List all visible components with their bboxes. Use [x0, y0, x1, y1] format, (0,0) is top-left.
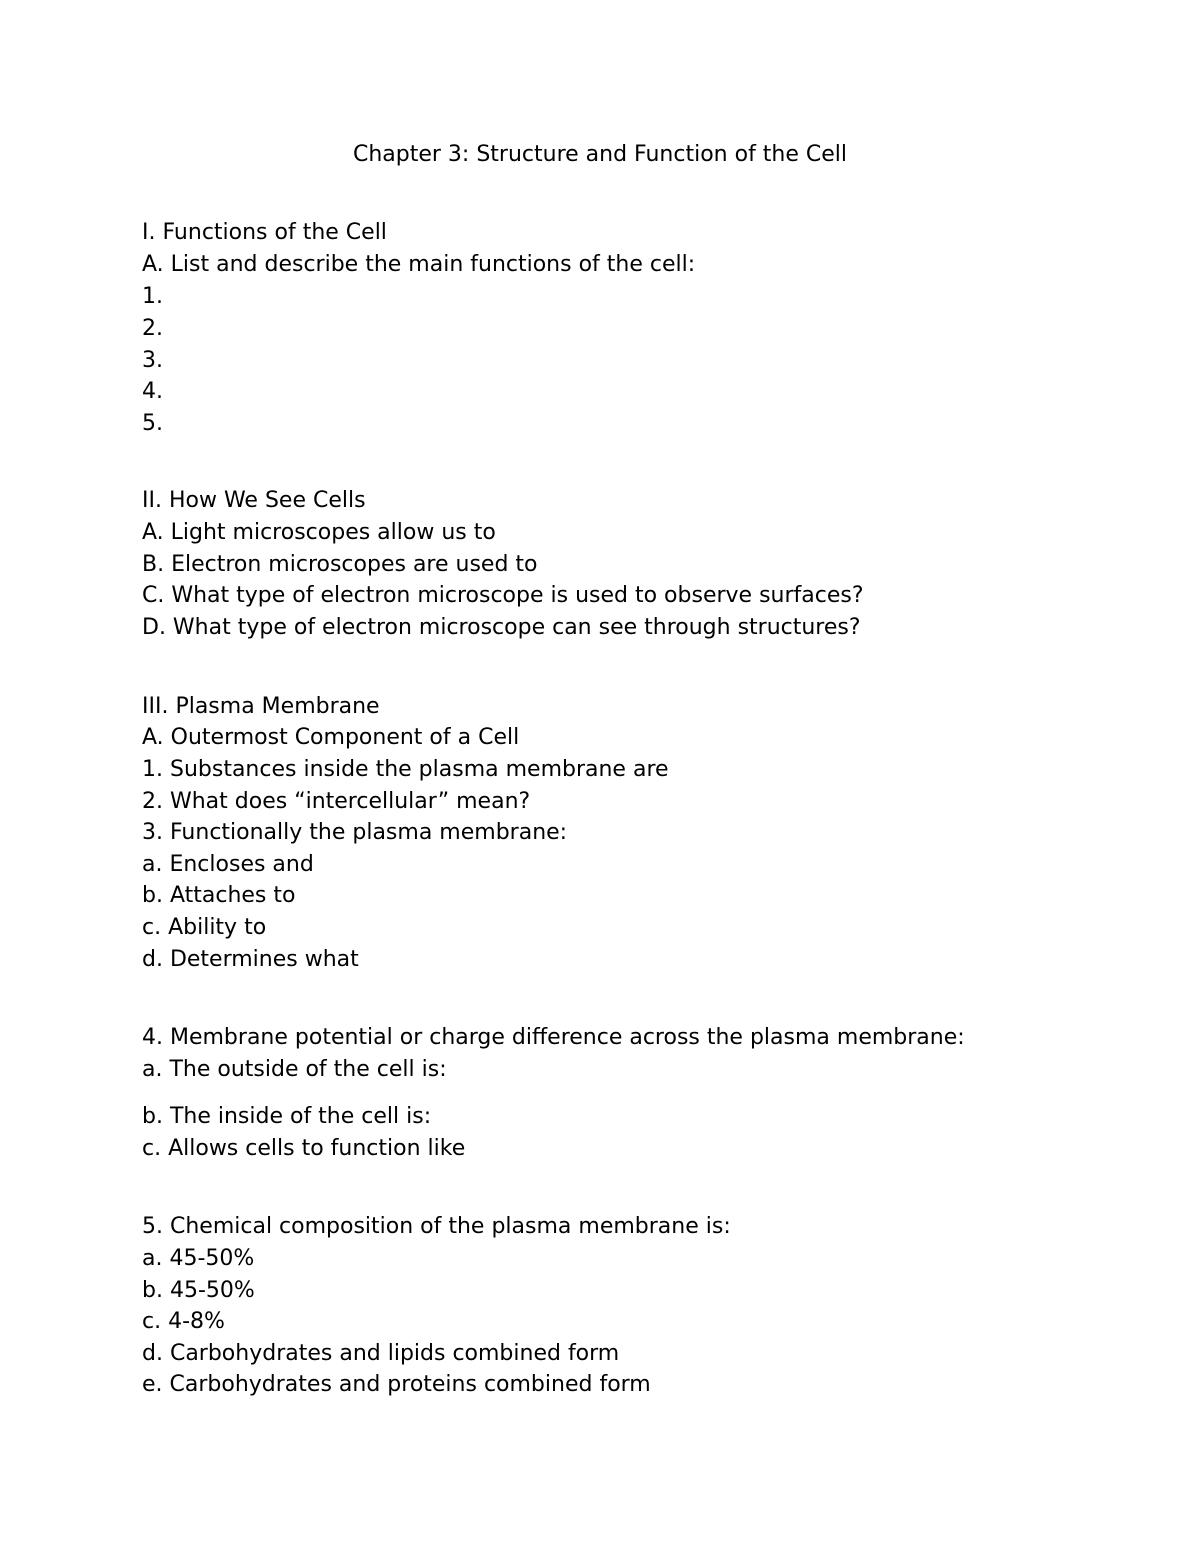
list-item: b. Attaches to: [142, 883, 296, 908]
section-heading-plasma-membrane: III. Plasma Membrane: [142, 694, 380, 719]
list-item: C. What type of electron microscope is used to observe surfaces?: [142, 583, 864, 608]
list-item: 5.: [142, 411, 163, 436]
list-item: A. Outermost Component of a Cell: [142, 725, 520, 750]
list-item: 4. Membrane potential or charge difference across the plasma membrane:: [142, 1025, 965, 1050]
list-item: 1.: [142, 284, 163, 309]
list-item: 2.: [142, 316, 163, 341]
page-title: Chapter 3: Structure and Function of the Cell: [352, 142, 848, 167]
list-item: A. Light microscopes allow us to: [142, 520, 496, 545]
section-heading-functions: I. Functions of the Cell: [142, 220, 387, 245]
list-item: 3. Functionally the plasma membrane:: [142, 820, 568, 845]
list-item: d. Carbohydrates and lipids combined form: [142, 1341, 620, 1366]
list-item: 4.: [142, 379, 163, 404]
list-item: b. 45-50%: [142, 1278, 255, 1303]
list-item: d. Determines what: [142, 947, 359, 972]
list-item: a. The outside of the cell is:: [142, 1057, 447, 1082]
list-item: c. Ability to: [142, 915, 267, 940]
list-item: c. Allows cells to function like: [142, 1136, 466, 1161]
list-item: e. Carbohydrates and proteins combined form: [142, 1372, 651, 1397]
list-item: 1. Substances inside the plasma membrane are: [142, 757, 669, 782]
list-item: b. The inside of the cell is:: [142, 1104, 432, 1129]
list-item: 3.: [142, 348, 163, 373]
functions-prompt: A. List and describe the main functions of the cell:: [142, 252, 696, 277]
list-item: D. What type of electron microscope can see through structures?: [142, 615, 861, 640]
list-item: a. 45-50%: [142, 1246, 255, 1271]
list-item: B. Electron microscopes are used to: [142, 552, 538, 577]
list-item: 2. What does “intercellular” mean?: [142, 789, 531, 814]
list-item: c. 4-8%: [142, 1309, 225, 1334]
list-item: 5. Chemical composition of the plasma membrane is:: [142, 1214, 731, 1239]
list-item: a. Encloses and: [142, 852, 314, 877]
section-heading-how-we-see-cells: II. How We See Cells: [142, 488, 366, 513]
